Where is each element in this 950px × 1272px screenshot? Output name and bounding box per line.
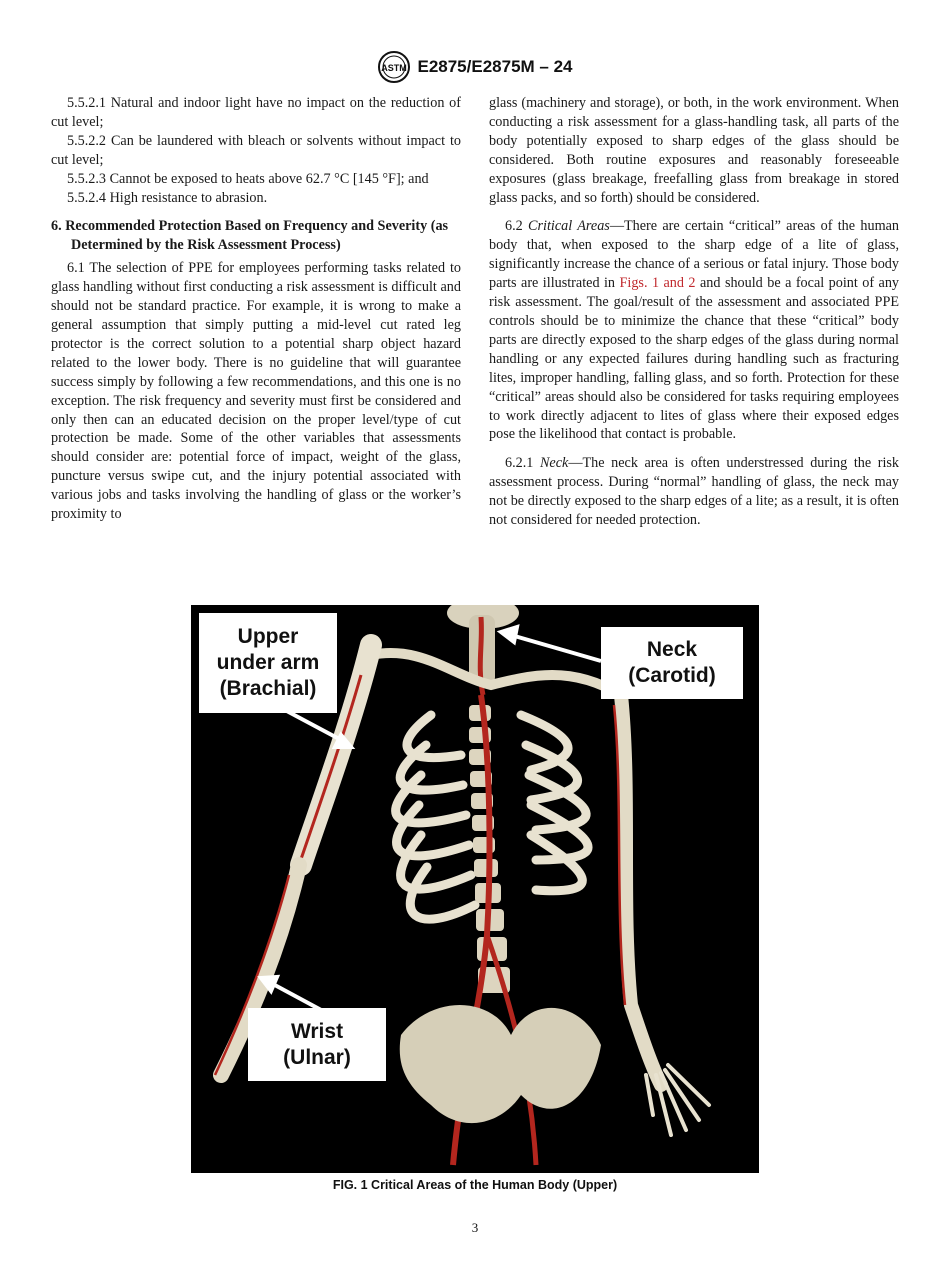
clause-6-2-number: 6.2 [505, 218, 523, 235]
clause-5-5-2-4: 5.5.2.4 High resistance to abrasion. [67, 189, 268, 206]
label-wrist-line-1: Wrist [290, 1019, 344, 1043]
label-upper-arm-line-3: (Brachial) [219, 677, 317, 700]
clause-6-1-continued: glass (machinery and storage), or both, in the work environment. When conducting a risk assessment for a glass-handling task, all parts of the body potentially exposed to sharp edges of the glass should be considered. Both routine exposures and reasonably foreseeable exposures (glass breakage, freefalling glass from breakage in stored glass packs, and so forth) should be considered. [489, 95, 899, 206]
astm-logo-icon [377, 50, 411, 84]
figure-caption: FIG. 1 Critical Areas of the Human Body (Upper) [332, 1178, 618, 1192]
left-column [51, 94, 461, 524]
document-header [0, 50, 950, 84]
label-upper-arm [199, 613, 337, 713]
designation: E2875/E2875M – 24 [417, 57, 573, 76]
figs-1-and-2-link[interactable]: Figs. 1 and 2 [619, 275, 696, 292]
section-6-heading: 6. Recommended Protection Based on Frequency and Severity (as Determined by the Risk Assessment Process) [51, 218, 449, 254]
clause-6-2 [489, 217, 899, 444]
label-neck [601, 627, 743, 699]
right-column [489, 94, 899, 530]
clause-6-2-text-a: —There are certain “critical” areas of the human body that, when exposed to the sharp edge of a lite of glass, significantly increase the chance of a serious or fatal injury. Those body parts are illustrated in [489, 218, 899, 292]
label-upper-arm-line-2: under arm [216, 651, 320, 674]
clause-5-5-2-3: 5.5.2.3 Cannot be exposed to heats above 62.7 °C [145 °F]; and [67, 170, 429, 187]
page-number: 3 [471, 1220, 479, 1235]
clause-6-2-1-term: Neck [539, 455, 569, 472]
label-wrist-line-2: (Ulnar) [283, 1045, 351, 1069]
clause-6-2-text-b: and should be a focal point of any risk assessment. The goal/result of the assessment and associated PPE controls should be to minimize the chance that these “critical” body parts are directly exposed to the sharp edges of the glass during normal handling or any expected failures during handling such as fracturing lites, improper handling, falling glass, and so forth. Protection for these “critical” areas should also be considered for tasks requiring employees to work directly adjacent to lites of glass where their exposed edges pose the likelihood that contact is probable. [489, 275, 900, 443]
figure-1 [191, 605, 759, 1173]
clause-6-1: 6.1 The selection of PPE for employees performing tasks related to glass handling without first conducting a risk assessment is difficult and should not be standard practice. For example, it is wrong to make a general assumption that simply putting a mid-level cut rated leg protector is the correct solution to a potential sharp object hazard related to the lower body. There is no guideline that will guarantee success simply by following a few recommendations, and this one is no exception. The risk frequency and severity must first be considered and only then can an educated decision on the proper level/type of cut protection be made. Some of the other variables that assessments should consider are: potential force of impact, weight of the glass, puncture versus swipe cut, and the injury potential associated with various jobs and tasks involving the handling of glass or the worker’s proximity to [51, 260, 461, 523]
clause-5-5-2-2: 5.5.2.2 Can be laundered with bleach or solvents without impact to cut level; [51, 132, 461, 168]
clause-6-2-1-number: 6.2.1 [505, 455, 534, 472]
label-wrist [248, 1008, 386, 1081]
clause-6-2-term: Critical Areas [528, 218, 610, 235]
label-neck-line-2: (Carotid) [628, 664, 716, 687]
clause-6-2-1-text: —The neck area is often understressed during the risk assessment process. During “normal” handling of glass, the neck may not be directly exposed to the sharp edges of a lite; as a result, it is often not considered for needed protection. [489, 455, 899, 529]
clause-5-5-2-1: 5.5.2.1 Natural and indoor light have no impact on the reduction of cut level; [51, 95, 461, 130]
clause-6-2-1 [489, 454, 899, 530]
label-upper-arm-line-1: Upper [237, 625, 299, 648]
label-neck-line-1: Neck [646, 638, 698, 661]
logo-text: ASTM [381, 63, 408, 73]
